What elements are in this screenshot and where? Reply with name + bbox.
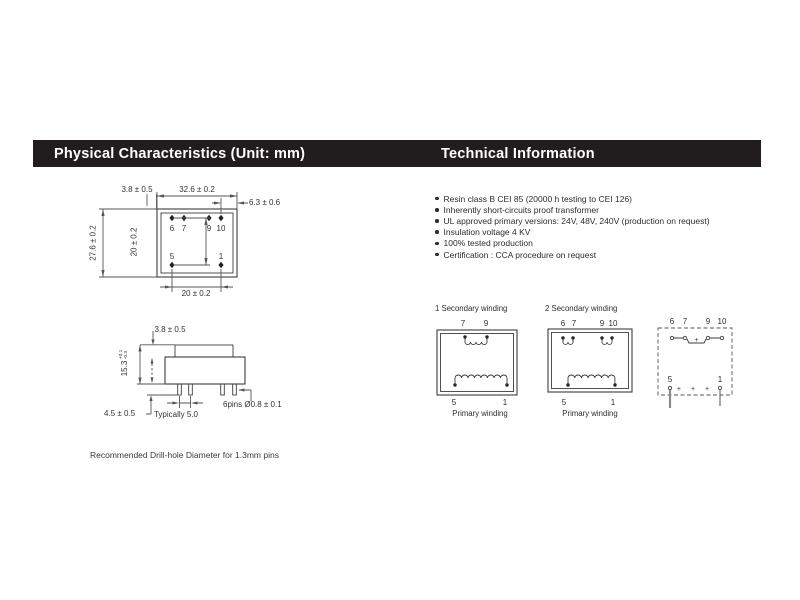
pin-label-9: 9 bbox=[599, 319, 605, 328]
pin-label-5: 5 bbox=[667, 375, 673, 384]
pin-label-1: 1 bbox=[502, 398, 508, 407]
secondary-coil-left bbox=[561, 336, 574, 344]
bullet-icon bbox=[435, 197, 439, 201]
list-item: Resin class B CEI 85 (20000 h testing to CEI 126) bbox=[435, 193, 710, 204]
list-item: UL approved primary versions: 24V, 48V, 240V (production on request) bbox=[435, 215, 710, 226]
polarity-plus-row: + + + bbox=[676, 386, 714, 393]
dim-label-body-height bbox=[119, 350, 129, 377]
dim-body-height-value: 15.3 bbox=[119, 360, 129, 377]
pin-label-7: 7 bbox=[460, 319, 466, 328]
dim-label-pin-length: 4.5 ± 0.5 bbox=[104, 409, 136, 418]
secondary-coil bbox=[463, 335, 488, 344]
winding-diagram-2-secondaries bbox=[543, 298, 643, 423]
pin-label-7: 7 bbox=[571, 319, 577, 328]
diagram-frame bbox=[548, 329, 632, 392]
list-item: Certification : CCA procedure on request bbox=[435, 249, 710, 260]
primary-coil bbox=[453, 375, 508, 387]
pin-label-1: 1 bbox=[610, 398, 616, 407]
list-item: Insulation voltage 4 KV bbox=[435, 227, 710, 238]
primary-winding-label: Primary winding bbox=[562, 409, 618, 418]
dim-label-lid-offset: 3.8 ± 0.5 bbox=[121, 185, 153, 194]
pin-label-9: 9 bbox=[206, 224, 212, 233]
pin-label-10: 10 bbox=[717, 317, 727, 326]
dim-label-pin-to-edge: 6.3 ± 0.6 bbox=[249, 198, 281, 207]
dim-body-height-tolerance: +0.1 -0.3 bbox=[119, 349, 129, 360]
list-item: 100% tested production bbox=[435, 238, 710, 249]
pin-label-7: 7 bbox=[682, 317, 688, 326]
pin-label-9: 9 bbox=[483, 319, 489, 328]
pin-label-10: 10 bbox=[608, 319, 618, 328]
bullet-icon bbox=[435, 253, 439, 257]
primary-winding-label: Primary winding bbox=[452, 409, 508, 418]
diagram-frame-inner bbox=[441, 334, 514, 392]
dim-label-pin-row-spacing: 20 ± 0.2 bbox=[129, 227, 139, 257]
primary-coil bbox=[566, 375, 616, 387]
pin-label-5: 5 bbox=[169, 252, 175, 261]
top-view-outline bbox=[157, 209, 237, 277]
diagram-frame bbox=[437, 330, 517, 395]
physical-characteristics-title: Physical Characteristics (Unit: mm) bbox=[54, 145, 306, 162]
pin-label-6: 6 bbox=[560, 319, 566, 328]
secondary-coil-right bbox=[600, 336, 613, 344]
dim-label-lid-height: 3.8 ± 0.5 bbox=[154, 325, 186, 334]
dim-label-overall-width: 32.6 ± 0.2 bbox=[179, 185, 215, 194]
diagram-title: 2 Secondary winding bbox=[545, 304, 618, 313]
pin-label-6: 6 bbox=[169, 224, 175, 233]
pin-label-10: 10 bbox=[216, 224, 226, 233]
list-item: Inherently short-circuits proof transformer bbox=[435, 204, 710, 215]
section-header-bar bbox=[33, 140, 761, 167]
bullet-icon bbox=[435, 219, 439, 223]
pin-connection-diagram bbox=[653, 298, 748, 418]
winding-diagram-1-secondary bbox=[432, 298, 537, 423]
polarity-plus: + bbox=[694, 337, 699, 344]
dim-label-pin-spacing-bottom: 20 ± 0.2 bbox=[181, 289, 211, 298]
drill-hole-note: Recommended Drill-hole Diameter for 1.3mm pins bbox=[90, 450, 279, 460]
technical-info-list bbox=[435, 193, 710, 260]
diagram-title: 1 Secondary winding bbox=[435, 304, 508, 313]
pin-label-5: 5 bbox=[451, 398, 457, 407]
dim-label-pin-diameter: 6pins Ø0.8 ± 0.1 bbox=[223, 400, 282, 409]
pin-label-1: 1 bbox=[717, 375, 723, 384]
pin-label-7: 7 bbox=[181, 224, 187, 233]
dim-label-pin-pitch: Typically 5.0 bbox=[153, 410, 199, 419]
pin-label-6: 6 bbox=[669, 317, 675, 326]
bullet-icon bbox=[435, 208, 439, 212]
bullet-icon bbox=[435, 242, 439, 246]
technical-information-title: Technical Information bbox=[441, 145, 595, 162]
dim-label-overall-height: 27.6 ± 0.2 bbox=[88, 225, 98, 261]
pin-label-5: 5 bbox=[561, 398, 567, 407]
pin-label-9: 9 bbox=[705, 317, 711, 326]
top-view-pin-markers bbox=[169, 215, 223, 268]
bullet-icon bbox=[435, 230, 439, 234]
pin-label-1: 1 bbox=[218, 252, 224, 261]
side-view-body bbox=[165, 345, 245, 395]
